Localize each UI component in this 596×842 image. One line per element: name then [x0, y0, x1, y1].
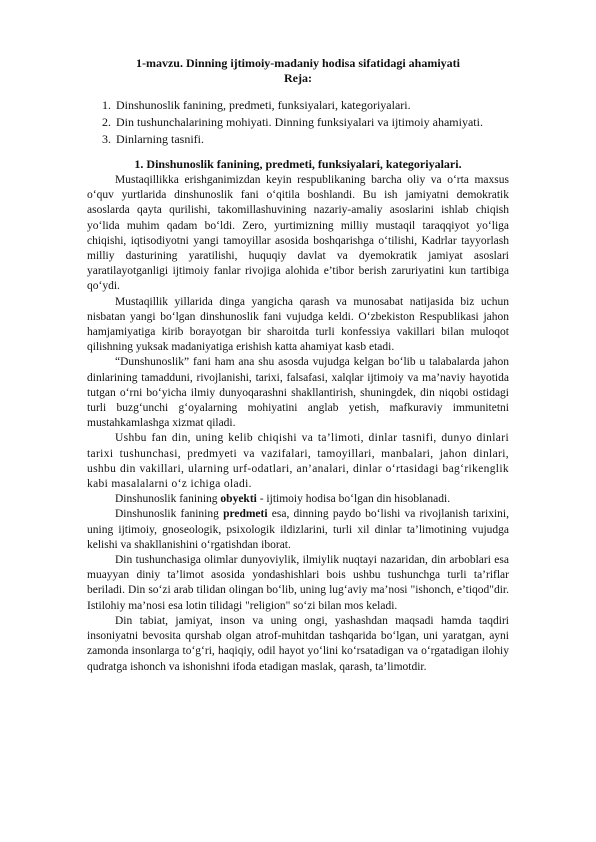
document-page — [87, 56, 509, 675]
plan-item: 3. Dinlarning tasnifi. — [114, 131, 509, 148]
paragraph: Din tabiat, jamiyat, inson va uning ongi, yashashdan maqsadi hamda taqdiri insoniyatni bevosita qurshab olgan atrof-muhitdan tashqarida bo‘lgan, uni yaratgan, ayni zamonda insonlarga to‘g‘ri, haqiqiy, odil hayot yo‘lini ko‘rsatadigan va o‘rgatadigan ilohiy qudratga ishonch va ishonishni ifoda etadigan maslak, qarash, ta’limotdir. — [87, 614, 509, 673]
text-run: esa, dinning paydo bo‘lishi va rivojlanish tarixini, uning ijtimoiy, gnoseologik, psixologik ildizlarini, turli xil dinlar ta’limotining vujudga kelishi va shakllanishini o‘rgatishdan iborat. — [87, 508, 510, 551]
bold-term-object: obyekti — [220, 493, 257, 506]
paragraph: “Dunshunoslik” fani ham ana shu asosda vujudga kelgan bo‘lib u talabalarda jahon dinlarining tamadduni, rivojlanishi, tarixi, falsafasi, xalqlar ijtimoiy va ma’naviy hayotida tutgan o‘rni bo‘yicha ilmiy dunyoqarashni shakllantirish, shuningdek, din niqobi ostidagi turli buzg‘unchi g‘oyalarning mohiyatini anglab yetish, mafkuraviy immunitetni mustahkamlashga xizmat qiladi. — [87, 356, 509, 430]
paragraph-subject — [87, 507, 509, 553]
plan-item: 1. Dinshunoslik fanining, predmeti, funksiyalari, kategoriyalari. — [114, 97, 509, 114]
paragraph: Mustaqillikka erishganimizdan keyin respublikaning barcha oliy va o‘rta maxsus o‘quv yurtlarida dinshunoslik fani o‘qitila boshlandi. Bu ish jamiyatni demokratik asoslarda qayta qurilishi, takomillashuvining nazariy-amaliy asoslarini ishlab chiqish yo‘lida muhim qadam bo‘ldi. Zero, yurtimizning milliy mustaqil taraqqiyot yo‘liga chiqishi, iqtisodiyotni yangi tamoyillar asosida boshqarishga o‘tilishi, Kadrlar tayyorlash milliy dasturining yaratilishi, huquqiy davlat va dyemokratik jamiyat asoslari yaratilayotganligi ijtimoiy fanlar rivojiga alohida e’tibor berish zaruriyatini kun tartibiga qo‘ydi. — [87, 174, 509, 293]
paragraph: Ushbu fan din, uning kelib chiqishi va ta’limoti, dinlar tasnifi, dunyo dinlari tarixi tushunchasi, predmyeti va vazifalari, tamoyillari, manbalari, jahon dinlari, ushbu din vakillari, ularning urf-odatlari, an’analari, dinlar o‘rtasidagi bag‘rikenglik kabi masalalarni o‘z ichiga oladi. — [87, 432, 509, 491]
plan-label: Reja: — [284, 71, 312, 85]
text-run: Dinshunoslik fanining — [115, 508, 224, 521]
paragraph-object — [87, 492, 509, 507]
paragraph: Din tushunchasiga olimlar dunyoviylik, ilmiylik nuqtayi nazaridan, din arboblari esa muayyan diniy ta’limot asosida yondashishlari bois ushbu tushunchga turli ta’riflar beriladi. Din so‘zi arab tilidan olingan bo‘lib, uning lug‘aviy ma’nosi "ishonch, e’tiqod"dir. Istilohiy ma’nosi esa lotin tilidagi "religion" so‘zi bilan mos keladi. — [87, 554, 509, 612]
section-heading: 1. Dinshunoslik fanining, predmeti, funksiyalari, kategoriyalari. — [134, 157, 462, 171]
document-title: 1-mavzu. Dinning ijtimoiy-madaniy hodisa sifatidagi ahamiyati — [135, 56, 461, 70]
plan-item: 2. Din tushunchalarining mohiyati. Dinning funksiyalari va ijtimoiy ahamiyati. — [114, 114, 509, 131]
plan-list — [87, 97, 509, 148]
text-run: Dinshunoslik fanining — [115, 493, 221, 506]
text-run: - ijtimoiy hodisa bo‘lgan din hisoblanadi. — [256, 493, 451, 506]
bold-term-subject: predmeti — [223, 508, 268, 521]
paragraph: Mustaqillik yillarida dinga yangicha qarash va munosabat natijasida biz uchun nisbatan yangi bo‘lgan dinshunoslik fani vujudga keldi. O‘zbekiston Respublikasi jahon hamjamiyatiga kirib borayotgan bir sharoitda turli konfessiya vakillari bilan muloqot qilishning yuksak madaniyatiga erishish katta ahamiyat kasb etadi. — [87, 295, 509, 354]
